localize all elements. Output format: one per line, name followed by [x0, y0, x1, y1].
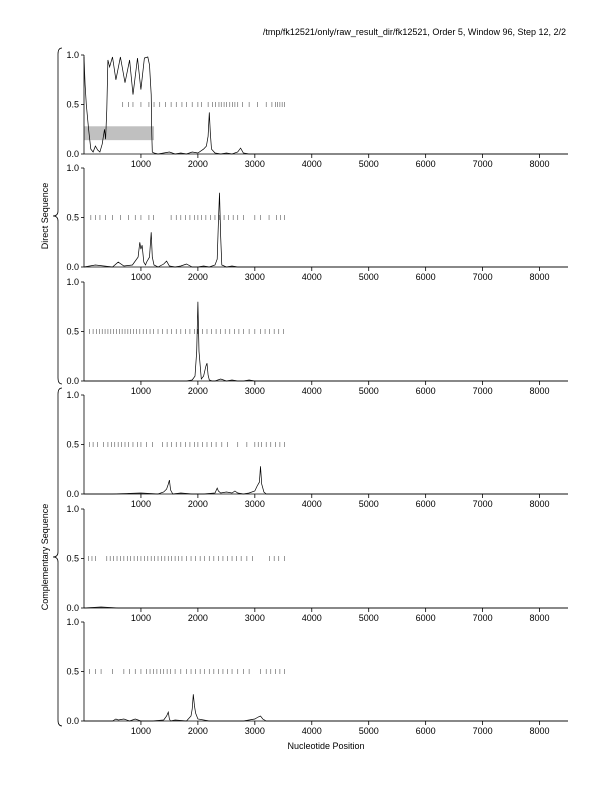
- x-tick-label: 6000: [415, 613, 436, 623]
- x-tick-label: 7000: [472, 726, 493, 736]
- y-tick-label: 0.5: [66, 553, 79, 564]
- x-tick-label: 6000: [415, 272, 436, 282]
- x-tick-label: 8000: [529, 159, 550, 169]
- x-tick-label: 3000: [244, 613, 265, 623]
- group-label-complementary: Complementary Sequence: [40, 503, 50, 611]
- y-tick-label: 0.5: [66, 439, 79, 450]
- x-tick-label: 5000: [358, 726, 379, 736]
- x-tick-label: 6000: [415, 726, 436, 736]
- shaded-region: [84, 126, 154, 140]
- x-tick-label: 3000: [244, 272, 265, 282]
- series-line: [84, 694, 568, 721]
- bracket-complementary: [53, 388, 62, 726]
- x-tick-label: 8000: [529, 726, 550, 736]
- x-tick-label: 3000: [244, 386, 265, 396]
- x-tick-label: 3000: [244, 159, 265, 169]
- y-tick-label: 1.0: [66, 50, 79, 60]
- x-tick-label: 3000: [244, 499, 265, 509]
- x-tick-label: 8000: [529, 613, 550, 623]
- y-tick-label: 1.0: [66, 277, 79, 287]
- y-tick-label: 0.5: [66, 326, 79, 337]
- x-tick-label: 5000: [358, 159, 379, 169]
- x-tick-label: 6000: [415, 386, 436, 396]
- y-tick-label: 0.0: [66, 603, 79, 613]
- x-tick-label: 2000: [187, 613, 208, 623]
- x-tick-label: 1000: [130, 726, 151, 736]
- x-tick-label: 4000: [301, 272, 322, 282]
- y-tick-label: 0.5: [66, 212, 79, 223]
- y-tick-label: 0.5: [66, 99, 79, 110]
- x-tick-label: 4000: [301, 386, 322, 396]
- x-tick-label: 2000: [187, 726, 208, 736]
- file-path-header: /tmp/fk12521/only/raw_result_dir/fk12521, Order 5, Window 96, Step 12, 2/2: [262, 27, 566, 37]
- x-tick-label: 7000: [472, 159, 493, 169]
- series-line: [84, 57, 568, 154]
- x-tick-label: 2000: [187, 159, 208, 169]
- x-tick-label: 2000: [187, 272, 208, 282]
- x-tick-label: 1000: [130, 272, 151, 282]
- x-tick-label: 1000: [130, 613, 151, 623]
- panel-4: [66, 390, 568, 509]
- x-tick-label: 4000: [301, 159, 322, 169]
- y-tick-label: 0.0: [66, 262, 79, 272]
- series-line: [84, 193, 568, 267]
- y-tick-label: 1.0: [66, 390, 79, 400]
- x-tick-label: 4000: [301, 613, 322, 623]
- series-line: [84, 607, 568, 608]
- x-tick-label: 5000: [358, 272, 379, 282]
- x-tick-label: 2000: [187, 499, 208, 509]
- x-tick-label: 5000: [358, 386, 379, 396]
- panel-2: [66, 163, 568, 282]
- x-tick-label: 7000: [472, 386, 493, 396]
- x-tick-label: 8000: [529, 386, 550, 396]
- x-tick-label: 8000: [529, 499, 550, 509]
- panel-1: [66, 50, 568, 169]
- x-tick-label: 8000: [529, 272, 550, 282]
- series-line: [84, 302, 568, 381]
- x-tick-label: 7000: [472, 272, 493, 282]
- x-axis-label: Nucleotide Position: [287, 741, 365, 751]
- panel-5: [66, 504, 568, 623]
- x-tick-label: 2000: [187, 386, 208, 396]
- y-tick-label: 1.0: [66, 163, 79, 173]
- bracket-direct: [53, 48, 62, 384]
- series-line: [84, 466, 568, 494]
- y-tick-label: 0.0: [66, 149, 79, 159]
- y-tick-label: 0.0: [66, 716, 79, 726]
- x-tick-label: 7000: [472, 613, 493, 623]
- y-tick-label: 1.0: [66, 617, 79, 627]
- x-tick-label: 3000: [244, 726, 265, 736]
- x-tick-label: 1000: [130, 499, 151, 509]
- x-tick-label: 6000: [415, 499, 436, 509]
- panels-group: [66, 50, 568, 736]
- group-label-direct: Direct Sequence: [40, 182, 50, 250]
- x-tick-label: 1000: [130, 159, 151, 169]
- y-tick-label: 0.0: [66, 376, 79, 386]
- x-tick-label: 1000: [130, 386, 151, 396]
- x-tick-label: 6000: [415, 159, 436, 169]
- y-tick-label: 0.0: [66, 489, 79, 499]
- y-tick-label: 0.5: [66, 666, 79, 677]
- group-brackets: [40, 48, 62, 726]
- x-tick-label: 7000: [472, 499, 493, 509]
- x-tick-label: 5000: [358, 613, 379, 623]
- panel-3: [66, 277, 568, 396]
- x-tick-label: 4000: [301, 726, 322, 736]
- y-tick-label: 1.0: [66, 504, 79, 514]
- x-tick-label: 4000: [301, 499, 322, 509]
- panel-6: [66, 617, 568, 736]
- x-tick-label: 5000: [358, 499, 379, 509]
